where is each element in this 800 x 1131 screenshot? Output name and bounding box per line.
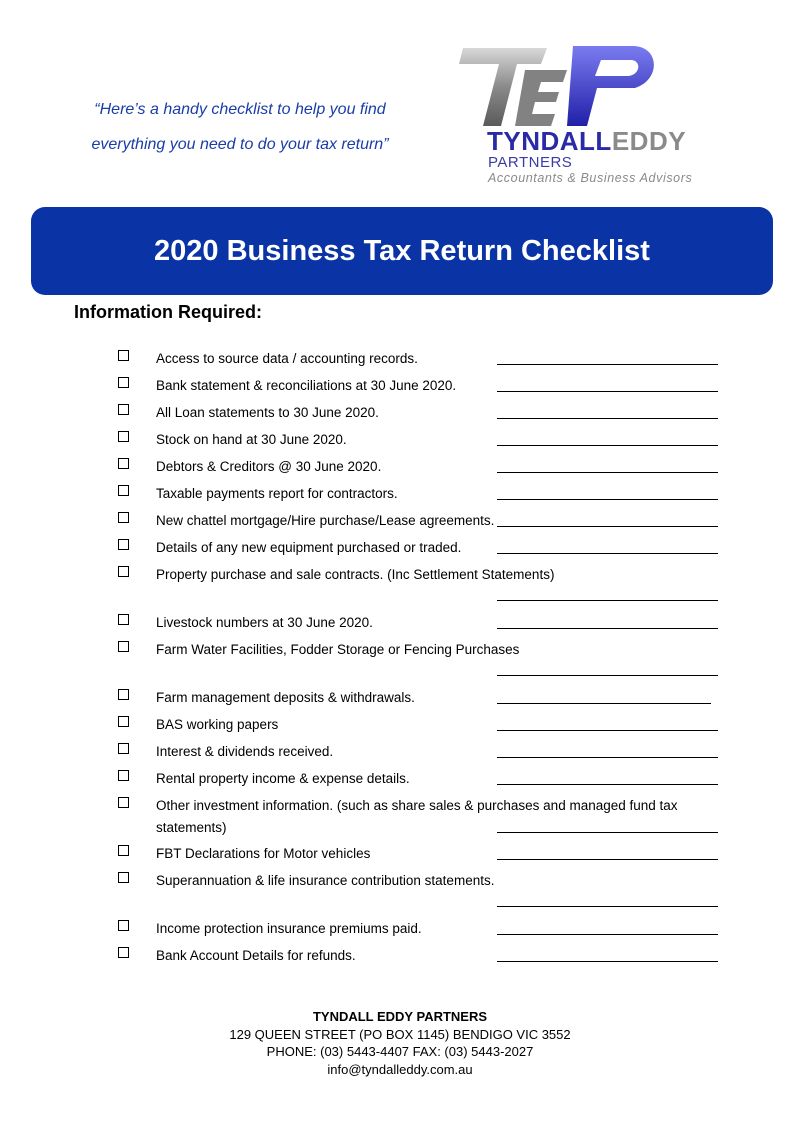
footer-phone: PHONE: (03) 5443-4407 FAX: (03) 5443-2027: [266, 1044, 534, 1059]
write-in-line[interactable]: [497, 364, 718, 365]
checklist-item: [0, 681, 800, 708]
footer-contact: [0, 1008, 800, 1078]
checklist-item-label: Details of any new equipment purchased or traded.: [156, 540, 462, 555]
checklist-item: [0, 837, 800, 864]
checklist-item-label: Other investment information. (such as share sales & purchases and managed fund tax statements): [156, 798, 678, 835]
checklist-item-label: Debtors & Creditors @ 30 June 2020.: [156, 459, 382, 474]
write-in-line[interactable]: [497, 906, 718, 907]
checkbox[interactable]: [118, 404, 129, 415]
write-in-line[interactable]: [497, 553, 718, 554]
checkbox[interactable]: [118, 566, 129, 577]
checklist-item: [0, 789, 800, 837]
checklist-item: [0, 939, 800, 966]
checkbox[interactable]: [118, 845, 129, 856]
write-in-line[interactable]: [497, 784, 718, 785]
checkbox[interactable]: [118, 512, 129, 523]
checklist-item-label: Property purchase and sale contracts. (Inc Settlement Statements): [156, 567, 555, 582]
checklist-item: [0, 708, 800, 735]
tep-monogram-logo: [455, 40, 665, 130]
checkbox[interactable]: [118, 485, 129, 496]
write-in-line[interactable]: [497, 418, 718, 419]
checklist: [0, 342, 800, 966]
checklist-item: [0, 423, 800, 450]
checklist-item-label: New chattel mortgage/Hire purchase/Lease agreements.: [156, 513, 495, 528]
write-in-line[interactable]: [497, 934, 718, 935]
logo-name-tyndall: TYNDALL: [487, 126, 612, 156]
checklist-item-label: Rental property income & expense details.: [156, 771, 410, 786]
checkbox[interactable]: [118, 539, 129, 550]
checkbox[interactable]: [118, 350, 129, 361]
write-in-line[interactable]: [497, 600, 718, 601]
page-title: 2020 Business Tax Return Checklist: [154, 234, 650, 267]
checkbox[interactable]: [118, 377, 129, 388]
checklist-item-label: Superannuation & life insurance contribution statements.: [156, 873, 495, 888]
checklist-item-label: Farm Water Facilities, Fodder Storage or Fencing Purchases: [156, 642, 520, 657]
checklist-item-label: BAS working papers: [156, 717, 279, 732]
checklist-item-label: Access to source data / accounting records.: [156, 351, 418, 366]
write-in-line[interactable]: [497, 859, 718, 860]
checklist-item: [0, 477, 800, 504]
write-in-line[interactable]: [497, 391, 718, 392]
write-in-line[interactable]: [497, 526, 718, 527]
checklist-item-label: All Loan statements to 30 June 2020.: [156, 405, 379, 420]
checklist-item-label: Bank statement & reconciliations at 30 June 2020.: [156, 378, 457, 393]
checklist-item: [0, 396, 800, 423]
logo-subtitle: Accountants & Business Advisors: [488, 171, 693, 185]
checklist-item: [0, 558, 800, 606]
checkbox[interactable]: [118, 770, 129, 781]
write-in-line[interactable]: [497, 832, 718, 833]
checklist-item: [0, 633, 800, 681]
footer-firm-name: TYNDALL EDDY PARTNERS: [312, 1009, 488, 1024]
checklist-item-label: Farm management deposits & withdrawals.: [156, 690, 415, 705]
logo-partners: PARTNERS: [488, 154, 573, 171]
logo-name-eddy: EDDY: [611, 126, 687, 156]
write-in-line[interactable]: [497, 703, 711, 704]
checklist-item: [0, 342, 800, 369]
checkbox[interactable]: [118, 458, 129, 469]
company-logo: [455, 40, 755, 190]
checklist-item-label: Livestock numbers at 30 June 2020.: [156, 615, 373, 630]
checklist-item-label: FBT Declarations for Motor vehicles: [156, 846, 371, 861]
checkbox[interactable]: [118, 716, 129, 727]
checkbox[interactable]: [118, 797, 129, 808]
write-in-line[interactable]: [497, 961, 718, 962]
checklist-item: [0, 762, 800, 789]
checkbox[interactable]: [118, 920, 129, 931]
checklist-item: [0, 504, 800, 531]
tagline-line-1: “Here’s a handy checklist to help you find: [94, 101, 386, 118]
title-banner: [31, 207, 773, 295]
section-title: Information Required:: [74, 302, 262, 322]
tagline-line-2: everything you need to do your tax return”: [91, 136, 389, 153]
checkbox[interactable]: [118, 614, 129, 625]
checklist-item: [0, 912, 800, 939]
checklist-item-label: Stock on hand at 30 June 2020.: [156, 432, 347, 447]
checklist-item: [0, 864, 800, 912]
checkbox[interactable]: [118, 743, 129, 754]
checkbox[interactable]: [118, 431, 129, 442]
checklist-item: [0, 606, 800, 633]
write-in-line[interactable]: [497, 445, 718, 446]
checkbox[interactable]: [118, 641, 129, 652]
checklist-item: [0, 369, 800, 396]
checkbox[interactable]: [118, 689, 129, 700]
checklist-item: [0, 531, 800, 558]
footer-email[interactable]: info@tyndalleddy.com.au: [327, 1061, 473, 1077]
checklist-item-label: Income protection insurance premiums paid.: [156, 921, 422, 936]
write-in-line[interactable]: [497, 628, 718, 629]
checkbox[interactable]: [118, 947, 129, 958]
checklist-item-label: Taxable payments report for contractors.: [156, 486, 398, 501]
write-in-line[interactable]: [497, 675, 718, 676]
write-in-line[interactable]: [497, 499, 718, 500]
write-in-line[interactable]: [497, 757, 718, 758]
write-in-line[interactable]: [497, 730, 718, 731]
checkbox[interactable]: [118, 872, 129, 883]
tagline: [70, 92, 410, 162]
checklist-item: [0, 735, 800, 762]
logo-wordmark: [487, 126, 686, 157]
footer-address: 129 QUEEN STREET (PO BOX 1145) BENDIGO VIC 3552: [229, 1026, 571, 1042]
write-in-line[interactable]: [497, 472, 718, 473]
checklist-item-label: Bank Account Details for refunds.: [156, 948, 356, 963]
checklist-item-label: Interest & dividends received.: [156, 744, 334, 759]
checklist-item: [0, 450, 800, 477]
